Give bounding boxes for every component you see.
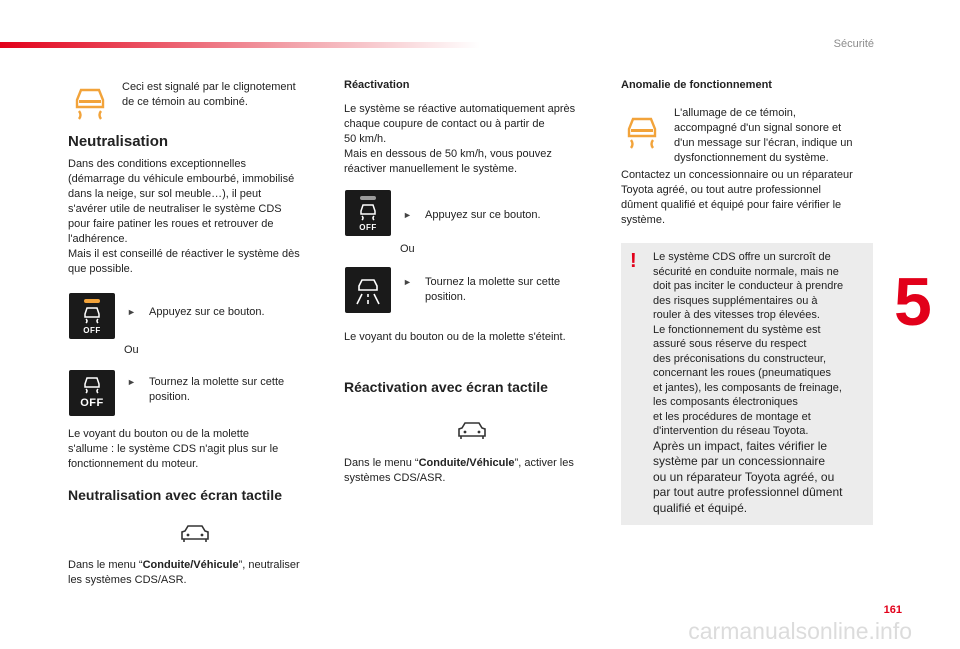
page-number: 161 [883, 604, 902, 616]
touch-reactivation-body: Dans le menu “Conduite/Véhicule”, activer les systèmes CDS/ASR. [344, 457, 574, 484]
skid-car-icon [82, 306, 102, 324]
touch-neutralisation-body: Dans le menu “Conduite/Véhicule”, neutraliser les systèmes CDS/ASR. [68, 559, 300, 586]
skid-warning-icon [624, 111, 660, 149]
section-title: Sécurité [833, 38, 874, 50]
skid-car-icon [358, 203, 378, 221]
warning-text-impact: Après un impact, faites vérifier le système par un concessionnaire ou un réparateur Toyota agréé, ou par tout autre professionnel dûment qualifié et équipé. [653, 438, 843, 515]
anomalie-title: Anomalie de fonctionnement [621, 79, 772, 91]
skid-car-icon [82, 376, 102, 394]
knob-normal-position [345, 267, 391, 313]
skid-warning-icon [72, 82, 108, 120]
off-label: OFF [83, 326, 101, 335]
reactivation-result: Le voyant du bouton ou de la molette s'éteint. [344, 331, 566, 343]
led-indicator-icon [360, 196, 376, 200]
anomalie-icon-text: L'allumage de ce témoin, accompagné d'un signal sonore et d'un message sur l'écran, indique un dysfonctionnement du système. [674, 107, 853, 164]
menu-name: Conduite/Véhicule [418, 457, 515, 469]
touch-reactivation-title: Réactivation avec écran tactile [344, 379, 548, 395]
reactivation-body: Le système se réactive automatiquement après chaque coupure de contact ou à partir de 50 km/h. Mais en dessous de 50 km/h, vous pouvez réactiver manuellement le système. [344, 103, 576, 175]
ou-text: Ou [124, 344, 139, 356]
neutralisation-body: Dans des conditions exceptionnelles (démarrage du véhicule embourbé, immobilisé dans la neige, sur sol meuble…), il peut s'avérer utile de neutraliser le système CDS pour faire patiner les roues et retrouver de l'adhérence. Mais il est conseillé de réactiver le système dès que possible. [68, 158, 300, 275]
ou-text: Ou [400, 243, 415, 255]
car-road-icon [353, 274, 383, 306]
menu-name: Conduite/Véhicule [142, 559, 239, 571]
anomalie-body: Contactez un concessionnaire ou un réparateur Toyota agréé, ou tout autre professionnel dûment qualifié et équipé pour faire vérifier le système. [621, 169, 853, 226]
chapter-number: 5 [894, 264, 932, 340]
warning-text: Le système CDS offre un surcroît de sécurité en conduite normale, mais ne doit pas inciter le conducteur à prendre des risques supplémentaires ou à rouler à des vitesses trop élevées. Le fonctionnement du système est assuré sous réserve du respect des préconisations du constructeur, concernant les roues (pneumatiques et jantes), les composants de freinage, les composants électroniques et les procédures de montage et d'intervention du réseau Toyota. Après un impact, faites vérifier le système par un concessionnaire ou un réparateur Toyota agréé, ou par tout autre professionnel dûment qualifié et équipé. [653, 251, 844, 515]
off-label: OFF [80, 397, 104, 409]
header-accent-bar [0, 42, 480, 48]
watermark: carmanualsonline.info [688, 618, 912, 644]
arrow-right-icon: ► [127, 377, 136, 387]
cds-off-button [69, 293, 115, 339]
intro-text: Ceci est signalé par le clignotement de ce témoin au combiné. [122, 81, 296, 108]
arrow-right-icon: ► [403, 210, 412, 220]
arrow-right-icon: ► [127, 307, 136, 317]
exclamation-icon: ! [630, 250, 637, 272]
led-indicator-icon [84, 299, 100, 303]
touch-neutralisation-title: Neutralisation avec écran tactile [68, 487, 282, 503]
car-icon [180, 524, 210, 544]
off-label: OFF [359, 223, 377, 232]
reactivation-title: Réactivation [344, 79, 410, 91]
cds-off-button [345, 190, 391, 236]
neutralisation-result: Le voyant du bouton ou de la molette s'allume : le système CDS n'agit plus sur le fonctionnement du moteur. [68, 428, 279, 470]
car-icon [457, 421, 487, 441]
arrow-right-icon: ► [403, 277, 412, 287]
neutralisation-title: Neutralisation [68, 133, 169, 150]
cds-off-knob-position [69, 370, 115, 416]
